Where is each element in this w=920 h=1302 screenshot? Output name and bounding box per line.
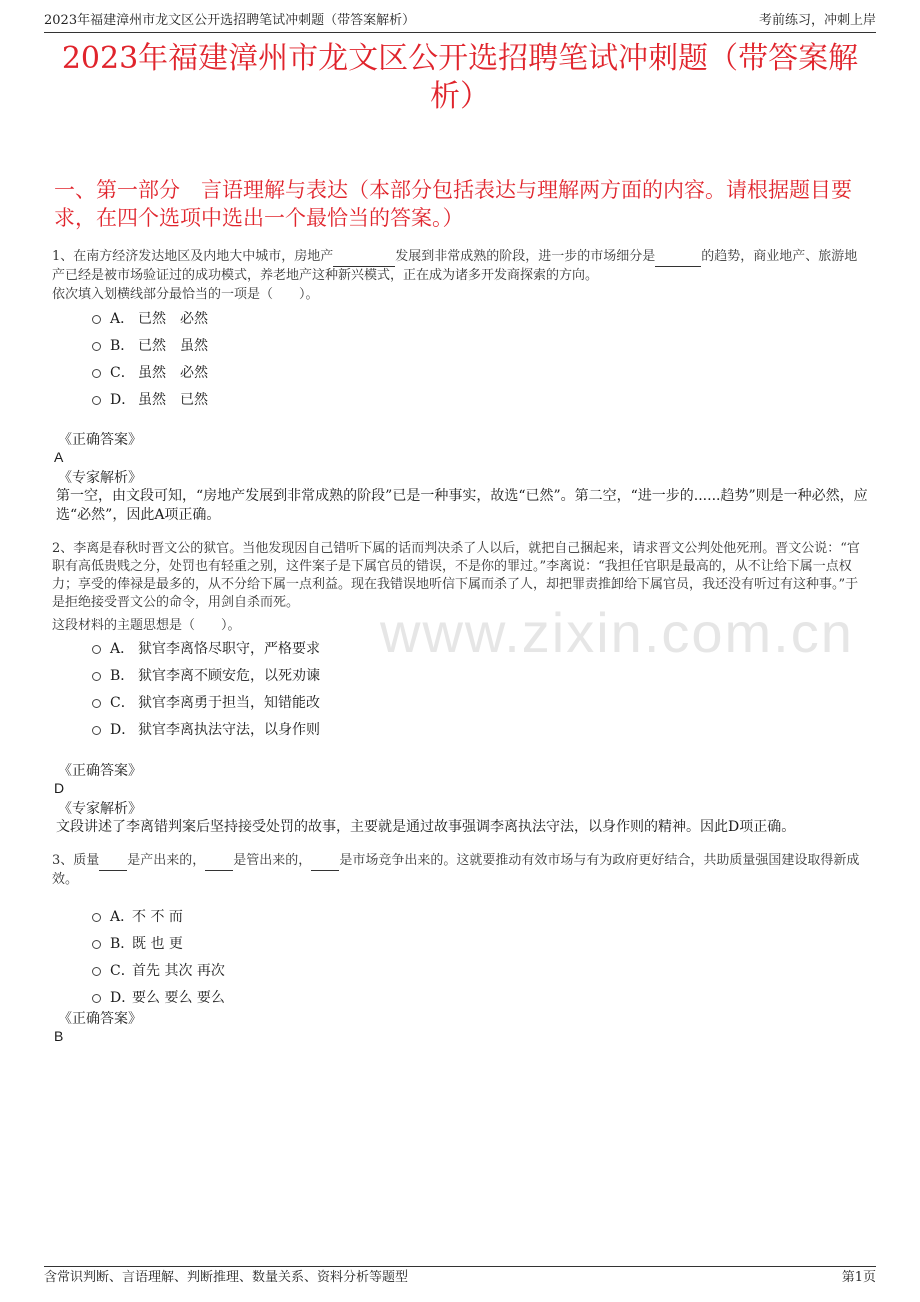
radio-icon[interactable]: [92, 342, 101, 351]
option-letter: D．: [110, 989, 136, 1006]
radio-icon[interactable]: [92, 940, 101, 949]
q2-option-d[interactable]: [92, 715, 320, 742]
radio-icon[interactable]: [92, 672, 101, 681]
radio-icon[interactable]: [92, 994, 101, 1003]
question-1-options: [92, 304, 208, 412]
option-text: 已然 必然: [138, 310, 208, 327]
option-letter: D．: [110, 391, 136, 408]
option-text: 已然 虽然: [138, 337, 208, 354]
option-letter: A．: [110, 908, 135, 925]
watermark: www.zixin.com.cn: [380, 601, 854, 664]
radio-icon[interactable]: [92, 913, 101, 922]
option-text: 既 也 更: [132, 935, 183, 952]
q1-analysis-label: 《专家解析》: [58, 470, 142, 486]
q2-answer: D: [54, 780, 65, 796]
option-letter: B．: [110, 337, 135, 354]
q2-analysis: 文段讲述了李离错判案后坚持接受处罚的故事，主要就是通过故事强调李离执法守法，以身作则的精神。因此D项正确。: [56, 819, 796, 835]
q3-option-a[interactable]: [92, 902, 225, 929]
document-title: 2023年福建漳州市龙文区公开选招聘笔试冲刺题（带答案解析）: [61, 41, 859, 114]
radio-icon[interactable]: [92, 369, 101, 378]
q3-blank-2: [205, 852, 233, 871]
radio-icon[interactable]: [92, 967, 101, 976]
option-text: 虽然 已然: [138, 391, 208, 408]
q1-stem-part: 发展到非常成熟的阶段，进一步的市场细分是: [395, 249, 656, 264]
q1-answer: A: [54, 449, 64, 465]
section-heading: 一、第一部分 言语理解与表达（本部分包括表达与理解两方面的内容。请根据题目要求，在四个选项中选出一个最恰当的答案。）: [54, 178, 852, 230]
header-slogan: 考前练习，冲刺上岸: [758, 13, 876, 28]
q3-stem-part: 是管出来的，: [233, 853, 312, 868]
q1-stem-part: 的趋势，商业地产、旅游地产已经是被市场验证过的成功模式，养老地产这种新兴模式，正在成为诸多开发商探索的方向。: [52, 249, 858, 283]
page-header: [44, 12, 876, 33]
option-text: 狱官李离不顾安危，以死劝谏: [138, 667, 320, 684]
option-letter: C．: [110, 694, 135, 711]
option-text: 要么 要么 要么: [132, 989, 225, 1006]
q1-blank-1: [333, 248, 395, 267]
q3-answer-label: 《正确答案》: [58, 1011, 142, 1027]
option-text: 狱官李离执法守法，以身作则: [138, 721, 320, 738]
question-1-prompt: 依次填入划横线部分最恰当的一项是（ ）。: [52, 287, 319, 302]
page-number: 第1页: [841, 1270, 876, 1285]
question-1-stem: [52, 248, 870, 285]
q3-blank-3: [311, 852, 339, 871]
q1-blank-2: [655, 248, 701, 267]
question-3-options: [92, 902, 225, 1010]
question-2-stem: 2、李离是春秋时晋文公的狱官。当他发现因自己错听下属的话而判决杀了人以后，就把自己捆起来，请求晋文公判处他死刑。晋文公说：“官职有高低贵贱之分，处罚也有轻重之别，这件案子是下属官员的错误，不是你的罪过。”李离说：“我担任官职是最高的，从不让给下属一点权力；享受的俸禄是最多的，从不分给下属一点利益。现在我错误地听信下属而杀了人，却把罪责推卸给下属官员，我还没有听过有这种事。”于是拒绝接受晋文公的命令，用剑自杀而死。: [52, 541, 860, 610]
radio-icon[interactable]: [92, 396, 101, 405]
option-letter: B．: [110, 935, 135, 952]
header-doc-title: 2023年福建漳州市龙文区公开选招聘笔试冲刺题（带答案解析）: [44, 13, 416, 28]
q1-option-b[interactable]: [92, 331, 208, 358]
option-letter: A．: [110, 640, 135, 657]
question-3-stem: [52, 852, 870, 889]
q2-option-a[interactable]: [92, 634, 320, 661]
option-letter: C．: [110, 962, 135, 979]
q1-answer-label: 《正确答案》: [58, 432, 142, 448]
radio-icon[interactable]: [92, 315, 101, 324]
q1-option-d[interactable]: [92, 385, 208, 412]
q2-option-c[interactable]: [92, 688, 320, 715]
radio-icon[interactable]: [92, 699, 101, 708]
question-2-prompt: 这段材料的主题思想是（ ）。: [52, 618, 241, 633]
footer-description: 含常识判断、言语理解、判断推理、数量关系、资料分析等题型: [44, 1270, 409, 1285]
option-letter: A．: [110, 310, 135, 327]
q3-stem-part: 3、质量: [52, 853, 100, 868]
q3-answer: B: [54, 1028, 64, 1044]
q2-answer-label: 《正确答案》: [58, 763, 142, 779]
question-2-options: [92, 634, 320, 742]
q1-analysis: 第一空，由文段可知，“房地产发展到非常成熟的阶段”已是一种事实，故选“已然”。第二空，“进一步的......趋势”则是一种必然，应选“必然”，因此A项正确。: [56, 488, 868, 523]
radio-icon[interactable]: [92, 726, 101, 735]
option-letter: B．: [110, 667, 135, 684]
q2-option-b[interactable]: [92, 661, 320, 688]
q3-option-b[interactable]: [92, 929, 225, 956]
q3-option-d[interactable]: [92, 983, 225, 1010]
q1-stem-part: 1、在南方经济发达地区及内地大中城市，房地产: [52, 249, 334, 264]
q1-option-a[interactable]: [92, 304, 208, 331]
q3-stem-part: 是市场竞争出来的。这就要推动有效市场与有为政府更好结合，共助质量强国建设取得新成效。: [52, 853, 860, 887]
option-letter: C．: [110, 364, 135, 381]
q3-option-c[interactable]: [92, 956, 225, 983]
option-text: 狱官李离恪尽职守，严格要求: [138, 640, 320, 657]
option-text: 狱官李离勇于担当，知错能改: [138, 694, 320, 711]
q1-option-c[interactable]: [92, 358, 208, 385]
q2-analysis-label: 《专家解析》: [58, 801, 142, 817]
option-letter: D．: [110, 721, 136, 738]
option-text: 不 不 而: [132, 908, 183, 925]
option-text: 首先 其次 再次: [132, 962, 225, 979]
radio-icon[interactable]: [92, 645, 101, 654]
page-footer: [44, 1266, 876, 1289]
q3-stem-part: 是产出来的，: [127, 853, 206, 868]
q3-blank-1: [99, 852, 127, 871]
option-text: 虽然 必然: [138, 364, 208, 381]
